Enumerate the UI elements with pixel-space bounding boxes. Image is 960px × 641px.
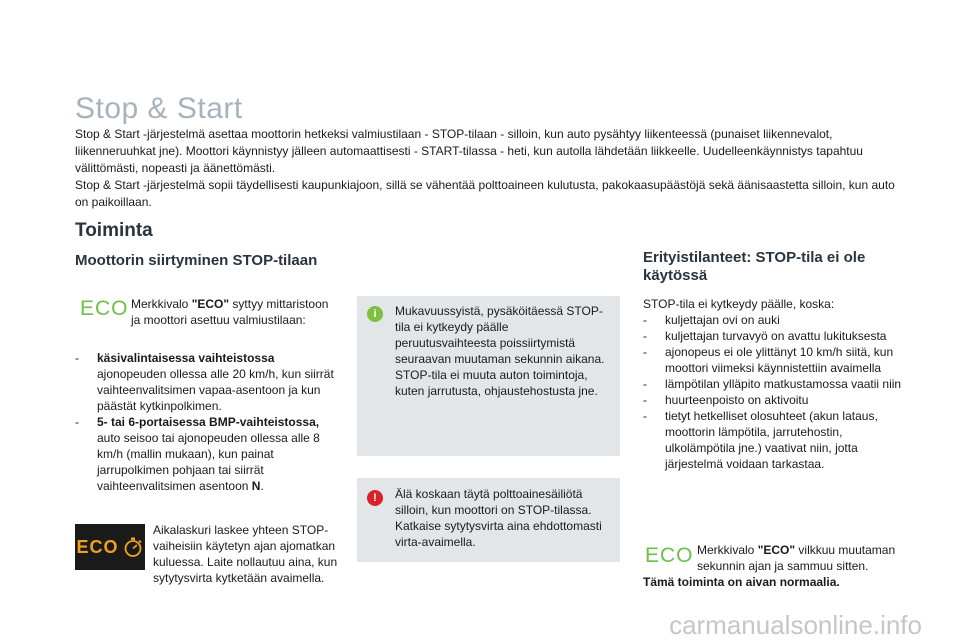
list-item: - käsivalintaisessa vaihteistossa ajonopeuden ollessa alle 20 km/h, kun siirrät vaihteenvalitsimen vapaa-asentoon ja kun päästät kytkinpolkimen. bbox=[75, 351, 334, 413]
list-item: - ajonopeus ei ole ylittänyt 10 km/h siitä, kun moottori viimeksi käynnistettiin avaimella bbox=[643, 345, 894, 375]
left-heading: Moottorin siirtyminen STOP-tilaan bbox=[75, 252, 318, 269]
right-list-lead: STOP-tila ei kytkeydy päälle, koska: bbox=[643, 297, 835, 311]
eco-indicator-text: Merkkivalo "ECO" syttyy mittaristoon ja moottori asettuu valmiustilaan: bbox=[131, 297, 329, 327]
intro-text bbox=[75, 126, 905, 211]
list-item: - tietyt hetkelliset olosuhteet (akun lataus, moottorin lämpötila, jarrutehostin, ulkolämpötila jne.) vaativat niin, jotta järjestelmä voidaan tarkastaa. bbox=[643, 409, 878, 471]
list-item: - kuljettajan turvavyö on avattu lukituksesta bbox=[643, 329, 887, 343]
intro-paragraph-2: Stop & Start -järjestelmä sopii täydellisesti kaupunkiajoon, sillä se vähentää polttoaineen kulutusta, pakokaasupäästöjä sekä äänisaastetta silloin, kun auto on paikoillaan. bbox=[75, 178, 895, 209]
list-item: - huurteenpoisto on aktivoitu bbox=[643, 393, 809, 407]
right-list bbox=[643, 296, 905, 472]
stopwatch-icon bbox=[122, 536, 144, 558]
intro-paragraph-1: Stop & Start -järjestelmä asettaa moottorin hetkeksi valmiustilaan - STOP-tilaan - silloin, kun auto pysähtyy liikenteessä (punaiset liikennevalot, liikenneruuhkat jne). Moottori käynnistyy jälleen automaattisesti - START-tilassa - heti, kun autolla lähdetään liikkeelle. Uudelleenkäynnistys tapahtuu välittömästi, nopeasti ja äänettömästi. bbox=[75, 127, 863, 175]
watermark: carmanualsonline.info bbox=[669, 610, 922, 640]
warning-text: Älä koskaan täytä polttoainesäiliötä silloin, kun moottori on STOP-tilassa. Katkaise sytytysvirta aina ehdottomasti virta-avaimella. bbox=[395, 487, 602, 549]
eco-timer-icon: ECO bbox=[75, 524, 145, 570]
gearbox-list bbox=[75, 350, 340, 494]
eco-timer-text: Aikalaskuri laskee yhteen STOP-vaiheisiin käytetyn ajan ajomatkan kuluessa. Laite nollautuu aina, kun sytytysvirta kytketään avaimella. bbox=[153, 523, 338, 585]
list-item: - kuljettajan ovi on auki bbox=[643, 313, 780, 327]
info-text: Mukavuussyistä, pysäköitäessä STOP-tila ei kytkeydy päälle peruutusvaihteesta poissiirtymistä seuraavan muutaman sekunnin aikana. STOP-tila ei muuta auton toimintoja, kuten jarrutusta, ohjaustehostusta jne. bbox=[395, 304, 605, 398]
eco-indicator-icon-right: ECO bbox=[645, 544, 694, 567]
warning-icon: ! bbox=[367, 490, 383, 506]
list-item: - 5- tai 6-portaisessa BMP-vaihteistossa, auto seisoo tai ajonopeuden ollessa alle 8 km/h (mallin mukaan), kun painat jarrupolkimen pohjaan tai siirrät vaihteenvalitsimen asentoon N. bbox=[75, 415, 320, 493]
page-title: Stop & Start bbox=[75, 92, 243, 125]
info-icon: i bbox=[367, 306, 383, 322]
warning-box bbox=[357, 478, 620, 562]
info-box bbox=[357, 296, 620, 456]
list-item: - lämpötilan ylläpito matkustamossa vaatii niin bbox=[643, 377, 902, 391]
right-heading: Erityistilanteet: STOP-tila ei ole käytössä bbox=[643, 249, 866, 284]
normal-operation-note: Tämä toiminta on aivan normaalia. bbox=[643, 575, 840, 589]
eco-indicator-icon: ECO bbox=[80, 297, 129, 320]
eco-flash-text: Merkkivalo "ECO" vilkkuu muutaman sekunnin ajan ja sammuu sitten. bbox=[697, 543, 896, 573]
section-title: Toiminta bbox=[75, 220, 153, 241]
